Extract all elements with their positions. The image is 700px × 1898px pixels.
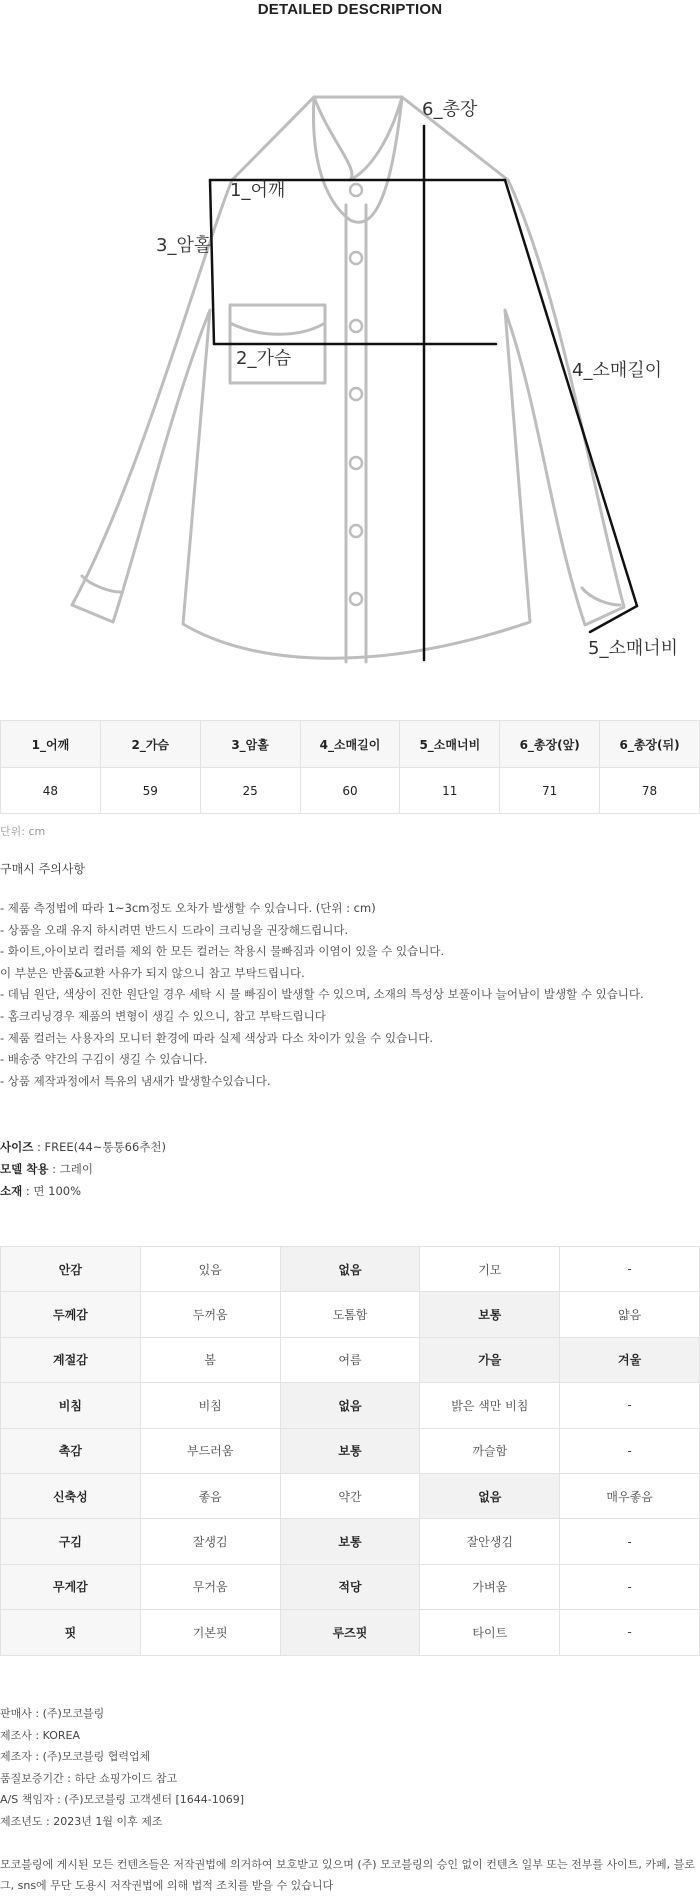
feel-cell: - (560, 1247, 700, 1292)
caution-item: - 배송중 약간의 구김이 생길 수 있습니다. (0, 1052, 208, 1067)
product-info-list (0, 1703, 244, 1833)
feel-cell: - (560, 1610, 700, 1655)
size-header: 4_소매길이 (300, 721, 400, 768)
size-header: 6_총장(앞) (500, 721, 600, 768)
feel-cell: 좋음 (140, 1473, 280, 1518)
feel-row-label: 구김 (1, 1519, 141, 1564)
spec-label: 사이즈 (0, 1140, 34, 1154)
feel-cell-selected: 겨울 (560, 1337, 700, 1382)
label-armhole: 3_암홀 (156, 235, 212, 256)
feel-cell: 밝은 색만 비침 (420, 1383, 560, 1428)
caution-item: 이 부분은 반품&교환 사유가 되지 않으니 참고 부탁드립니다. (0, 965, 305, 980)
size-header: 6_총장(뒤) (600, 721, 700, 768)
label-chest: 2_가슴 (236, 348, 292, 369)
feel-cell: 까슬함 (420, 1428, 560, 1473)
feel-cell: 얇음 (560, 1292, 700, 1337)
feel-cell-selected: 없음 (420, 1473, 560, 1518)
size-value: 25 (200, 768, 300, 814)
info-item: 제조자 : (주)모코블링 협력업체 (0, 1750, 151, 1764)
label-shoulder: 1_어깨 (230, 180, 286, 201)
feel-cell: 기모 (420, 1247, 560, 1292)
info-item: A/S 책임자 : (주)모코블링 고객센터 [1644-1069] (0, 1793, 245, 1807)
caution-item: - 화이트,아이보리 컬러를 제외 한 모든 컬러는 착용시 물빠짐과 이염이 있을 수 있습니다. (0, 944, 445, 959)
page-title: DETAILED DESCRIPTION (257, 1, 443, 18)
caution-item: - 데님 원단, 색상이 진한 원단일 경우 세탁 시 물 빠짐이 발생할 수 있으며, 소재의 특성상 보풀이나 늘어남이 발생할 수 있습니다. (0, 987, 644, 1002)
feel-cell: 가벼움 (420, 1564, 560, 1609)
caution-title: 구매시 주의사항 (0, 862, 85, 876)
fabric-feel-table (0, 1246, 700, 1656)
feel-cell: - (560, 1383, 700, 1428)
spec-material (0, 1181, 81, 1201)
feel-cell: 여름 (280, 1337, 420, 1382)
feel-cell: 비침 (140, 1383, 280, 1428)
label-sleeve-length: 4_소매길이 (572, 360, 663, 381)
label-total-length: 6_총장 (422, 99, 478, 120)
feel-cell: 있음 (140, 1247, 280, 1292)
feel-row (1, 1428, 700, 1473)
spec-size (0, 1137, 166, 1157)
feel-cell: - (560, 1564, 700, 1609)
feel-row-label: 핏 (1, 1610, 141, 1655)
feel-cell-selected: 루즈핏 (280, 1610, 420, 1655)
spec-value: : 그레이 (48, 1162, 93, 1176)
feel-cell-selected: 없음 (280, 1247, 420, 1292)
size-value: 60 (300, 768, 400, 814)
copyright-notice: 모코블링에 게시된 모든 컨텐츠들은 저작권법에 의거하여 보호받고 있으며 (주) 모코블링의 승인 없이 컨텐츠 일부 또는 전부를 사이트, 카페, 블로그, sns에 무단 도용시 저작권법에 의해 법적 조치를 받을 수 있습니다 (0, 1858, 695, 1892)
caution-item: - 상품 제작과정에서 특유의 냄새가 발생할수있습니다. (0, 1073, 271, 1088)
feel-cell-selected: 가을 (420, 1337, 560, 1382)
feel-cell-selected: 없음 (280, 1383, 420, 1428)
size-header: 5_소매너비 (400, 721, 500, 768)
feel-cell: 부드러움 (140, 1428, 280, 1473)
caution-list (0, 898, 644, 1092)
feel-cell: 도톰함 (280, 1292, 420, 1337)
size-header: 1_어깨 (1, 721, 101, 768)
caution-item: - 제품 컬러는 사용자의 모니터 환경에 따라 실제 색상과 다소 차이가 있을 수 있습니다. (0, 1030, 434, 1045)
feel-row-label: 두께감 (1, 1292, 141, 1337)
feel-cell: 타이트 (420, 1610, 560, 1655)
feel-row-label: 계절감 (1, 1337, 141, 1382)
size-table-header-row (1, 721, 700, 768)
feel-row-label: 무게감 (1, 1564, 141, 1609)
measurement-diagram (60, 80, 680, 680)
feel-cell: 잘생김 (140, 1519, 280, 1564)
caution-item: - 제품 측정법에 따라 1~3cm정도 오차가 발생할 수 있습니다. (단위 : cm) (0, 901, 376, 915)
feel-row-label: 비침 (1, 1383, 141, 1428)
feel-cell-selected: 보통 (280, 1519, 420, 1564)
size-value: 59 (100, 768, 200, 814)
size-value: 11 (400, 768, 500, 814)
feel-row (1, 1610, 700, 1655)
size-value: 48 (1, 768, 101, 814)
feel-row-label: 신축성 (1, 1473, 141, 1518)
feel-cell: 기본핏 (140, 1610, 280, 1655)
size-header: 2_가슴 (100, 721, 200, 768)
size-value: 71 (500, 768, 600, 814)
feel-cell: 무거움 (140, 1564, 280, 1609)
info-item: 제조사 : KOREA (0, 1728, 80, 1742)
feel-row (1, 1564, 700, 1609)
size-table-value-row (1, 768, 700, 814)
feel-cell: - (560, 1519, 700, 1564)
feel-cell: - (560, 1428, 700, 1473)
feel-row (1, 1292, 700, 1337)
size-table (0, 720, 700, 814)
feel-cell: 봄 (140, 1337, 280, 1382)
feel-cell: 두꺼움 (140, 1292, 280, 1337)
feel-row-label: 안감 (1, 1247, 141, 1292)
spec-model (0, 1159, 93, 1179)
caution-item: - 상품을 오래 유지 하시려면 반드시 드라이 크리닝을 권장해드립니다. (0, 922, 349, 937)
label-sleeve-width: 5_소매너비 (588, 638, 679, 659)
feel-row-label: 촉감 (1, 1428, 141, 1473)
feel-cell-selected: 보통 (280, 1428, 420, 1473)
spec-label: 소재 (0, 1184, 23, 1198)
feel-cell-selected: 적당 (280, 1564, 420, 1609)
feel-row (1, 1519, 700, 1564)
unit-note: 단위: cm (0, 825, 46, 838)
feel-row (1, 1383, 700, 1428)
info-item: 판매사 : (주)모코블링 (0, 1707, 105, 1720)
info-item: 제조년도 : 2023년 1월 이후 제조 (0, 1814, 163, 1828)
info-item: 품질보증기간 : 하단 쇼핑가이드 참고 (0, 1771, 178, 1785)
feel-cell: 매우좋음 (560, 1473, 700, 1518)
size-header: 3_암홀 (200, 721, 300, 768)
caution-item: - 홈크리닝경우 제품의 변형이 생길 수 있으니, 참고 부탁드립니다 (0, 1008, 326, 1023)
size-value: 78 (600, 768, 700, 814)
feel-row (1, 1473, 700, 1518)
feel-row (1, 1337, 700, 1382)
spec-label: 모델 착용 (0, 1162, 49, 1176)
feel-row (1, 1247, 700, 1292)
spec-value: : 면 100% (22, 1184, 82, 1198)
spec-value: : FREE(44~통통66추천) (33, 1140, 166, 1154)
feel-cell: 잘안생김 (420, 1519, 560, 1564)
feel-cell-selected: 보통 (420, 1292, 560, 1337)
feel-cell: 약간 (280, 1473, 420, 1518)
